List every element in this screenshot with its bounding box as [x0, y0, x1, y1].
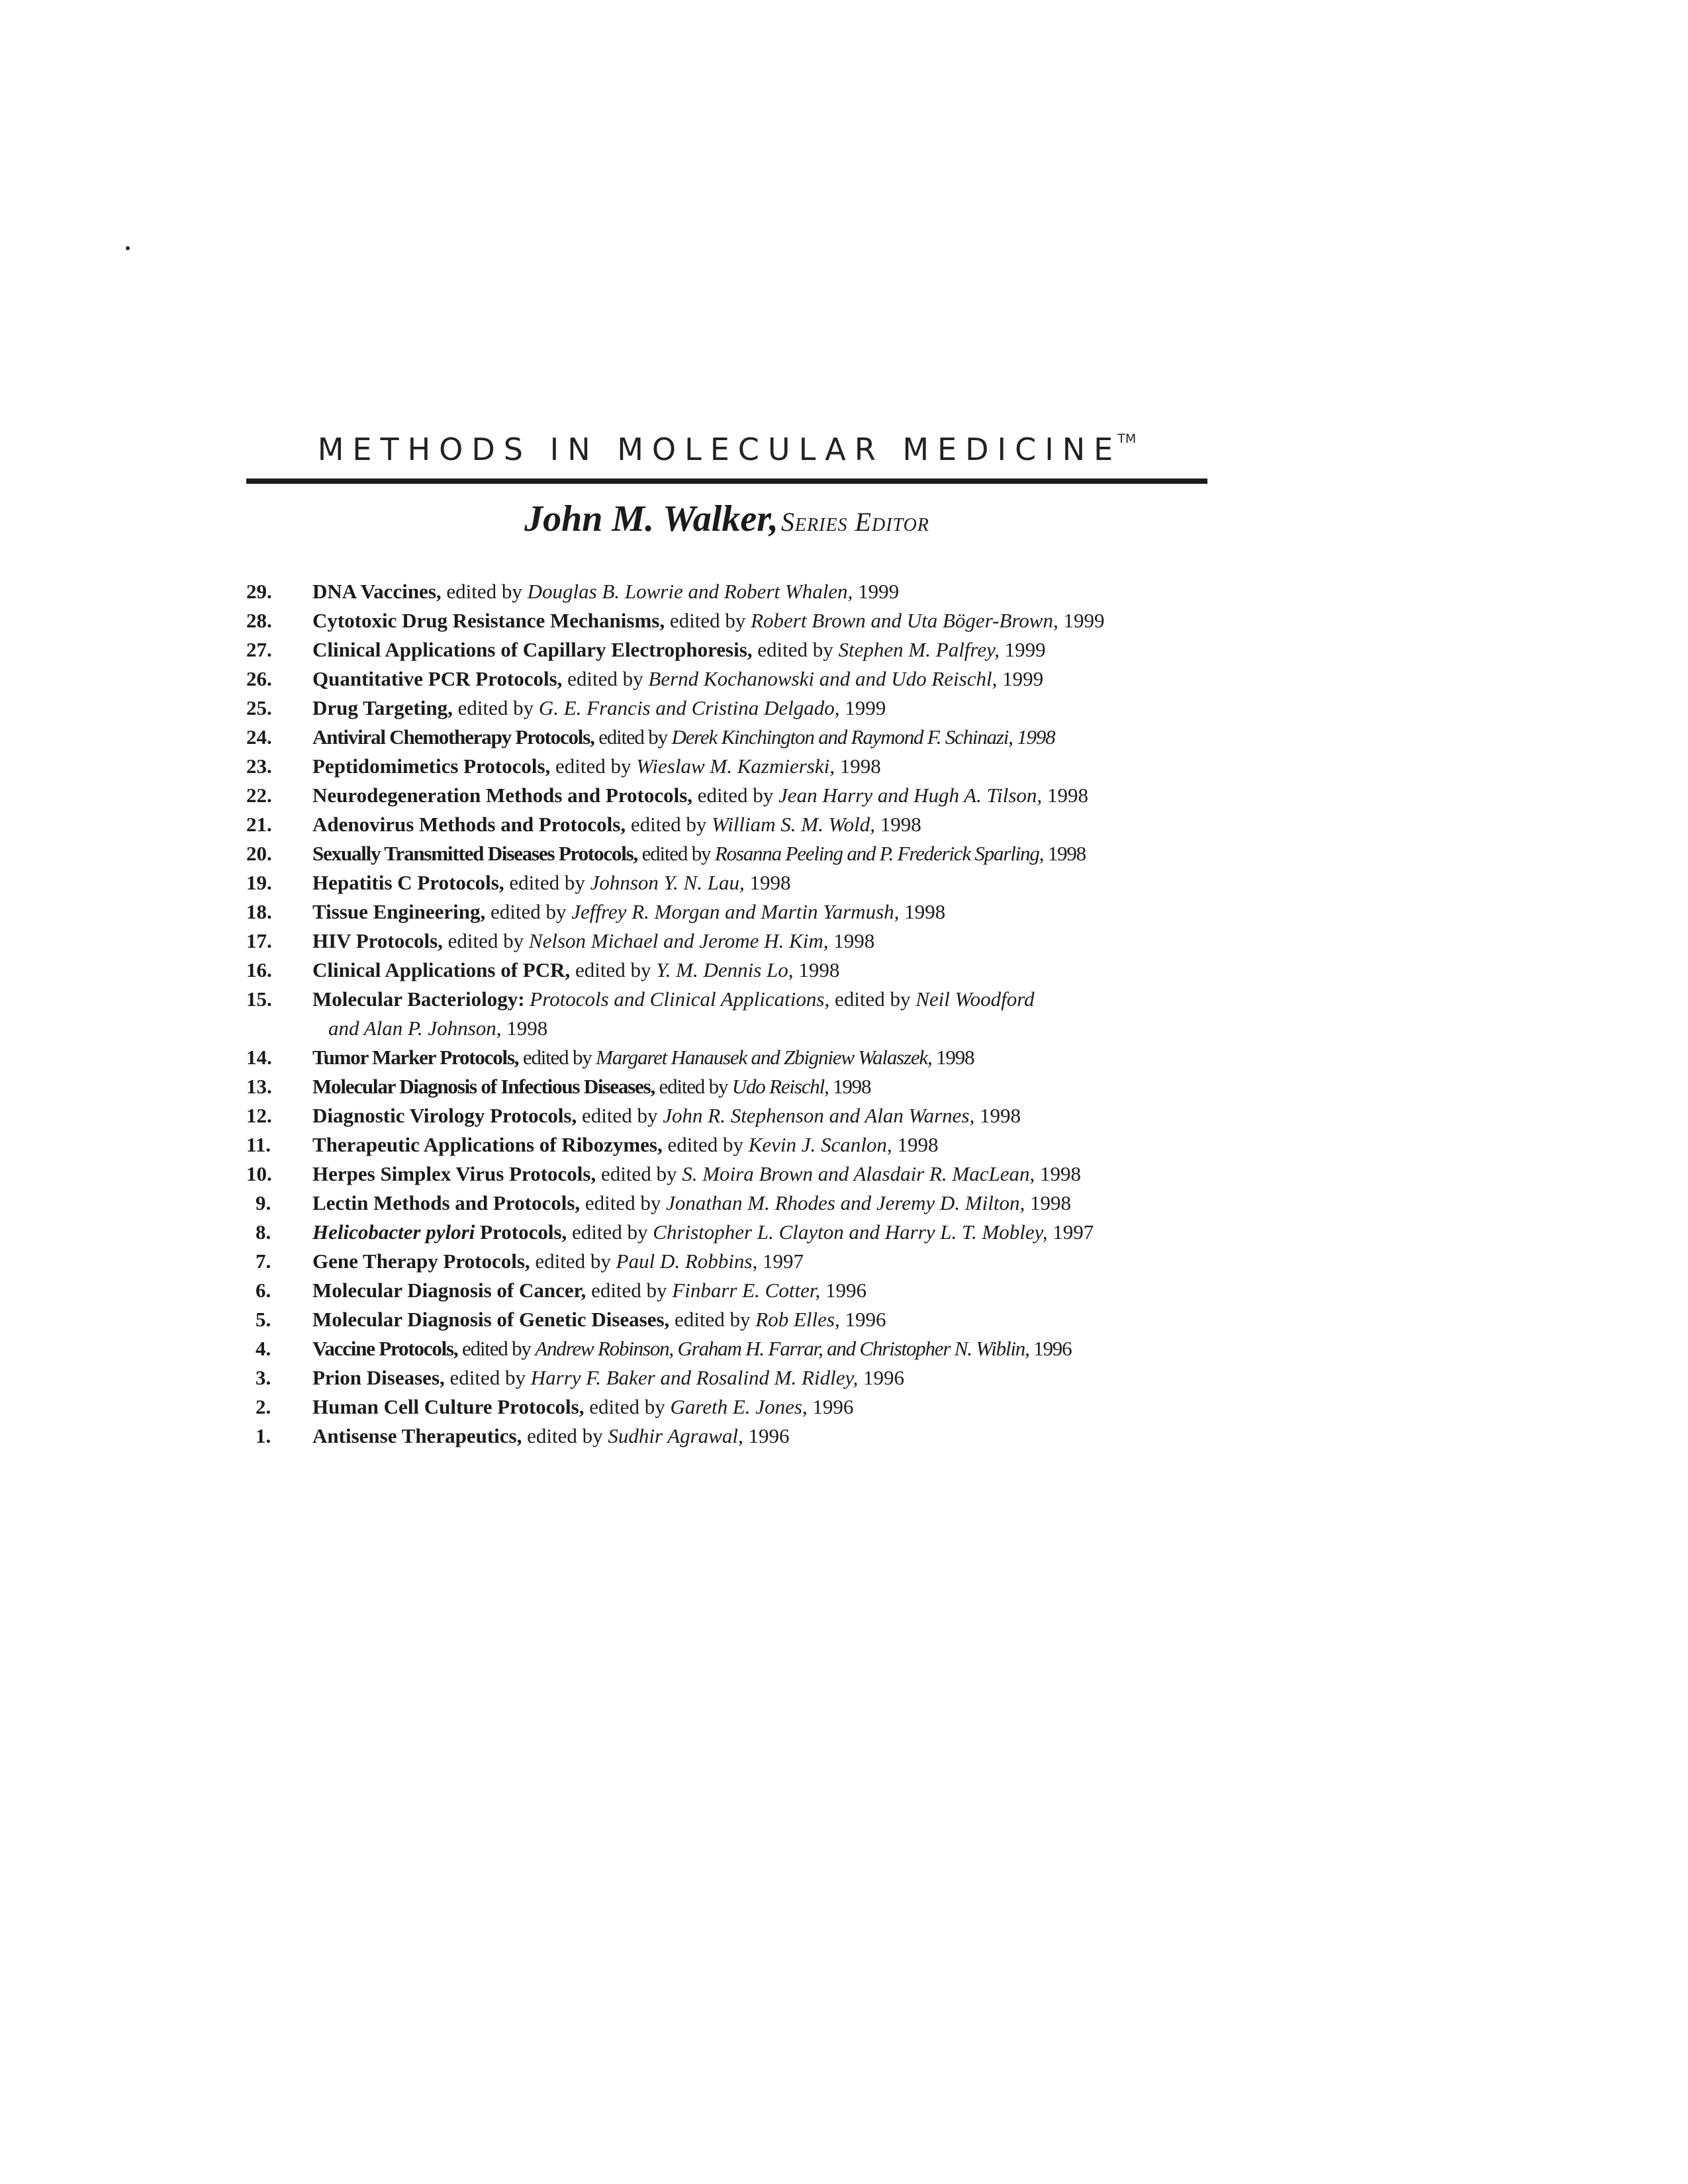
volume-number: 23.: [246, 754, 272, 778]
volume-title: [312, 958, 570, 981]
stray-dot-mark: [126, 246, 130, 250]
edited-by-label: edited by: [594, 725, 672, 749]
volume-entry: [246, 723, 1252, 752]
volume-entry: [246, 1101, 1252, 1130]
volume-entry: [246, 985, 1252, 1043]
title-rule: [246, 478, 1207, 484]
volume-title-text: Peptidomimetics Protocols,: [312, 754, 551, 778]
edited-by-label: edited by: [692, 784, 779, 807]
volume-editors: Douglas B. Lowrie and Robert Whalen,: [527, 580, 853, 603]
volume-year: 1998: [974, 1104, 1021, 1127]
volume-text: [312, 694, 1252, 723]
volume-title: [312, 929, 443, 952]
series-title-text: METHODS IN MOLECULAR MEDICINE: [317, 432, 1122, 467]
volume-text: [312, 723, 1252, 752]
edited-by-label: edited by: [485, 900, 572, 923]
edited-by-label: edited by: [584, 1395, 671, 1418]
volume-title: [312, 1250, 530, 1273]
volume-title: [312, 1133, 663, 1156]
volume-editors: Paul D. Robbins,: [616, 1250, 758, 1273]
volume-number: 29.: [246, 580, 272, 603]
edited-by-label: edited by: [655, 1075, 732, 1098]
volume-entry: [246, 606, 1252, 635]
volume-year: 1996: [743, 1424, 790, 1447]
volume-entry: [246, 752, 1252, 781]
volume-text: [312, 897, 1252, 927]
volume-editors: Nelson Michael and Jerome H. Kim,: [528, 929, 829, 952]
edited-by-label: edited by: [452, 696, 539, 719]
edited-by-label: edited by: [518, 1046, 596, 1069]
volume-text: [312, 635, 1252, 664]
volume-year: 1998: [1043, 842, 1086, 865]
volume-title: [312, 1220, 567, 1244]
volume-title: [312, 725, 594, 749]
volume-number: 7.: [256, 1250, 271, 1273]
volume-year: 1997: [757, 1250, 804, 1273]
volume-title-text: Antiviral Chemotherapy Protocols,: [312, 725, 594, 749]
volume-editors: S. Moira Brown and Alasdair R. MacLean,: [682, 1162, 1035, 1185]
volume-editors: John R. Stephenson and Alan Warnes,: [663, 1104, 975, 1127]
edited-by-label: edited by: [669, 1308, 756, 1331]
volume-number: 21.: [246, 813, 272, 836]
volume-text: [312, 956, 1252, 985]
volume-year: 1996: [1029, 1337, 1072, 1360]
volume-title: [312, 1075, 655, 1098]
volume-text: [312, 1160, 1252, 1189]
volume-entry: [246, 635, 1252, 664]
volume-title-text: Therapeutic Applications of Ribozymes,: [312, 1133, 663, 1156]
volume-entry: [246, 1043, 1252, 1072]
series-editor-name: John M. Walker,: [524, 498, 778, 539]
edited-by-label: edited by: [662, 1133, 749, 1156]
edited-by-label: edited by: [442, 929, 529, 952]
edited-by-label: edited by: [444, 1366, 531, 1389]
volume-number: 26.: [246, 667, 272, 690]
volume-text: [312, 1422, 1252, 1451]
volume-text: [312, 1189, 1252, 1218]
volume-title: [312, 1424, 522, 1447]
volume-title-text: Molecular Diagnosis of Infectious Diseases,: [312, 1075, 655, 1098]
volume-title: [312, 1337, 457, 1360]
volume-year: 1998: [834, 754, 881, 778]
volume-year: 1998: [1025, 1191, 1071, 1214]
volume-year: , 1996: [802, 1395, 854, 1418]
volume-year: 1998: [744, 871, 791, 894]
volume-number: 8.: [256, 1220, 271, 1244]
volume-number: 24.: [246, 725, 272, 749]
volume-number: 13.: [246, 1075, 272, 1098]
volume-entry: [246, 664, 1252, 694]
volume-title-text: Vaccine Protocols,: [312, 1337, 458, 1360]
volume-number: 11.: [246, 1133, 271, 1156]
edited-by-label: edited by: [586, 1279, 673, 1302]
volume-text: [312, 868, 1252, 897]
volume-entry: [246, 577, 1252, 606]
volume-editors: Y. M. Dennis Lo,: [656, 958, 794, 981]
volume-year: 1998: [1042, 784, 1088, 807]
volume-editors: William S. M. Wold,: [712, 813, 875, 836]
volume-year: 1999: [839, 696, 886, 719]
edited-by-label: edited by: [550, 754, 637, 778]
edited-by-label: edited by: [596, 1162, 682, 1185]
volume-number: 3.: [256, 1366, 271, 1389]
volume-number: 9.: [256, 1191, 271, 1214]
volume-entry: [246, 1072, 1252, 1101]
volume-editors: Jonathan M. Rhodes and Jeremy D. Milton,: [666, 1191, 1025, 1214]
edited-by-label: edited by: [637, 842, 715, 865]
volume-text: [312, 1072, 1252, 1101]
volume-title: [312, 1162, 596, 1185]
volume-text: [312, 985, 1252, 1043]
volume-year: 1999: [997, 667, 1044, 690]
volume-text: [312, 1334, 1252, 1363]
volume-title: [312, 813, 626, 836]
volume-editors: Udo Reischl,: [731, 1075, 829, 1098]
volume-entry: [246, 1189, 1252, 1218]
volume-title-text: HIV Protocols,: [312, 929, 443, 952]
volume-text: [312, 1276, 1252, 1305]
volume-editors-continued: and Alan P. Johnson,: [328, 1017, 502, 1040]
volume-title-text: Molecular Diagnosis of Genetic Diseases,: [312, 1308, 670, 1331]
volume-subtitle: Protocols and Clinical Applications,: [524, 987, 830, 1011]
volume-number: 14.: [246, 1046, 272, 1069]
volume-year: 1999: [999, 638, 1046, 661]
volume-text: [312, 1130, 1252, 1160]
volume-entry: [246, 694, 1252, 723]
volume-entry: [246, 1218, 1252, 1247]
edited-by-label: edited by: [457, 1337, 536, 1360]
volume-text: [312, 1305, 1252, 1334]
volume-title-text: Clinical Applications of PCR,: [312, 958, 571, 981]
volume-number: 5.: [256, 1308, 271, 1331]
volume-title-text: Gene Therapy Protocols,: [312, 1250, 530, 1273]
volume-title-text: Molecular Diagnosis of Cancer,: [312, 1279, 586, 1302]
series-title: [246, 432, 1207, 467]
volume-title-text: Sexually Transmitted Diseases Protocols,: [312, 842, 638, 865]
volume-year: 1998: [931, 1046, 974, 1069]
volume-number: 10.: [246, 1162, 272, 1185]
volume-title-text: Molecular Bacteriology:: [312, 987, 525, 1011]
volume-title: [312, 871, 504, 894]
volume-title: [312, 900, 485, 923]
volume-number: 4.: [256, 1337, 271, 1360]
volume-entry: [246, 868, 1252, 897]
volume-title-text: Antisense Therapeutics,: [312, 1424, 522, 1447]
volume-title: [312, 1104, 577, 1127]
volume-title-text: Hepatitis C Protocols,: [312, 871, 504, 894]
volume-title: [312, 667, 562, 690]
volume-year: 1998: [899, 900, 946, 923]
volume-text: [312, 839, 1252, 868]
volume-title-text: Drug Targeting,: [312, 696, 453, 719]
volume-entry: [246, 839, 1252, 868]
edited-by-label: edited by: [580, 1191, 667, 1214]
volume-number: 19.: [246, 871, 272, 894]
volume-editors: Margaret Hanausek and Zbigniew Walaszek,: [596, 1046, 932, 1069]
volume-number: 20.: [246, 842, 272, 865]
volume-editors: Sudhir Agrawal,: [608, 1424, 743, 1447]
volume-title: [312, 842, 637, 865]
edited-by-label: edited by: [752, 638, 839, 661]
volume-editors: Kevin J. Scanlon,: [748, 1133, 892, 1156]
volume-title-text: DNA Vaccines,: [312, 580, 442, 603]
volume-entry: [246, 1334, 1252, 1363]
volume-title-text: Lectin Methods and Protocols,: [312, 1191, 581, 1214]
volume-editors: Bernd Kochanowski and and Udo Reischl,: [648, 667, 998, 690]
volume-editors: Andrew Robinson, Graham H. Farrar, and Christopher N. Wiblin,: [535, 1337, 1029, 1360]
volume-entry: [246, 1160, 1252, 1189]
volume-title-italic: Helicobacter pylori: [312, 1220, 475, 1244]
volume-text: [312, 1392, 1252, 1422]
volume-title-text: Herpes Simplex Virus Protocols,: [312, 1162, 596, 1185]
volume-title-text: Protocols,: [475, 1220, 567, 1244]
volume-year: 1998: [828, 1075, 871, 1098]
volume-year: 1998: [501, 1017, 548, 1040]
volume-entry: [246, 1392, 1252, 1422]
volume-editors: Wieslaw M. Kazmierski,: [636, 754, 835, 778]
volume-year: 1998: [892, 1133, 939, 1156]
volume-text: [312, 810, 1252, 839]
volume-entry: [246, 781, 1252, 810]
volume-title-text: Tissue Engineering,: [312, 900, 486, 923]
volume-title: [312, 609, 665, 632]
volume-entry: [246, 1130, 1252, 1160]
volume-year: 1996: [820, 1279, 867, 1302]
volume-title: [312, 784, 692, 807]
volume-editors: Rosanna Peeling and P. Frederick Sparling,: [714, 842, 1044, 865]
edited-by-label: edited by: [626, 813, 712, 836]
volume-title-text: Diagnostic Virology Protocols,: [312, 1104, 577, 1127]
volume-text: [312, 1043, 1252, 1072]
volume-text: [312, 1218, 1252, 1247]
volume-number: 22.: [246, 784, 272, 807]
volume-text: [312, 781, 1252, 810]
volume-editors: Finbarr E. Cotter,: [672, 1279, 821, 1302]
volume-editors: Rob Elles,: [755, 1308, 840, 1331]
volume-editors: Gareth E. Jones: [670, 1395, 802, 1418]
volume-year: 1998: [828, 929, 875, 952]
edited-by-label: edited by: [570, 958, 657, 981]
series-editor-role: Series Editor: [780, 507, 929, 537]
edited-by-label: edited by: [530, 1250, 616, 1273]
volume-number: 12.: [246, 1104, 272, 1127]
volume-entry: [246, 1247, 1252, 1276]
volume-editors: Robert Brown and Uta Böger-Brown,: [751, 609, 1058, 632]
volume-text: [312, 927, 1252, 956]
volume-number: 27.: [246, 638, 272, 661]
volume-title: [312, 1279, 586, 1302]
volume-number: 16.: [246, 958, 272, 981]
volume-entry: [246, 956, 1252, 985]
volume-number: 15.: [246, 987, 272, 1011]
volume-title: [312, 1308, 669, 1331]
edited-by-label: edited by: [577, 1104, 663, 1127]
volume-editors: G. E. Francis and Cristina Delgado,: [538, 696, 840, 719]
volume-title: [312, 987, 525, 1011]
volume-title: [312, 1395, 584, 1418]
volume-title: [312, 580, 442, 603]
volume-editors: Jeffrey R. Morgan and Martin Yarmush,: [571, 900, 900, 923]
volume-editors: Derek Kinchington and Raymond F. Schinazi, 1998: [671, 725, 1055, 749]
edited-by-label: edited by: [562, 667, 649, 690]
volume-entry: [246, 897, 1252, 927]
volume-editors: Christopher L. Clayton and Harry L. T. Mobley,: [653, 1220, 1048, 1244]
volume-editors: Harry F. Baker and Rosalind M. Ridley,: [530, 1366, 859, 1389]
edited-by-label: edited by: [829, 987, 916, 1011]
volume-title: [312, 1046, 518, 1069]
volume-entry: [246, 927, 1252, 956]
edited-by-label: edited by: [567, 1220, 653, 1244]
trademark-mark: TM: [1117, 432, 1137, 446]
volume-list: [246, 577, 1252, 1451]
volume-year: 1997: [1047, 1220, 1094, 1244]
edited-by-label: edited by: [504, 871, 590, 894]
volume-number: 2.: [256, 1395, 271, 1418]
volume-year: 1998: [793, 958, 840, 981]
volume-number: 6.: [256, 1279, 271, 1302]
volume-text: [312, 1363, 1252, 1392]
volume-year: 1998: [874, 813, 921, 836]
volume-number: 1.: [256, 1424, 271, 1447]
volume-title-text: Adenovirus Methods and Protocols,: [312, 813, 626, 836]
volume-editors: Jean Harry and Hugh A. Tilson,: [778, 784, 1043, 807]
volume-year: 1996: [839, 1308, 886, 1331]
volume-text: [312, 577, 1252, 606]
volume-entry: [246, 1305, 1252, 1334]
volume-title: [312, 696, 453, 719]
volume-title-text: Tumor Marker Protocols,: [312, 1046, 519, 1069]
volume-title-text: Cytotoxic Drug Resistance Mechanisms,: [312, 609, 665, 632]
volume-title: [312, 1366, 445, 1389]
series-editor-line: [246, 498, 1207, 540]
volume-number: 17.: [246, 929, 272, 952]
edited-by-label: edited by: [665, 609, 751, 632]
volume-text: [312, 752, 1252, 781]
volume-year: 1999: [853, 580, 900, 603]
volume-text: [312, 1247, 1252, 1276]
edited-by-label: edited by: [522, 1424, 608, 1447]
volume-year: 1996: [858, 1366, 905, 1389]
volume-text: [312, 664, 1252, 694]
volume-title: [312, 754, 550, 778]
volume-title-text: Human Cell Culture Protocols,: [312, 1395, 585, 1418]
volume-title-text: Clinical Applications of Capillary Electrophoresis,: [312, 638, 753, 661]
edited-by-label: edited by: [441, 580, 528, 603]
volume-number: 28.: [246, 609, 272, 632]
volume-title: [312, 1191, 580, 1214]
volume-entry: [246, 1363, 1252, 1392]
volume-number: 25.: [246, 696, 272, 719]
volume-title-text: Quantitative PCR Protocols,: [312, 667, 563, 690]
volume-editors: Stephen M. Palfrey,: [838, 638, 1000, 661]
volume-entry: [246, 1422, 1252, 1451]
volume-entry: [246, 1276, 1252, 1305]
volume-editors: Johnson Y. N. Lau,: [590, 871, 745, 894]
volume-editors: Neil Woodford: [915, 987, 1035, 1011]
volume-title-text: Neurodegeneration Methods and Protocols,: [312, 784, 693, 807]
volume-entry: [246, 810, 1252, 839]
volume-text: [312, 606, 1252, 635]
volume-title-text: Prion Diseases,: [312, 1366, 445, 1389]
volume-title: [312, 638, 753, 661]
volume-text: [312, 1101, 1252, 1130]
volume-year: 1999: [1058, 609, 1105, 632]
volume-year: 1998: [1035, 1162, 1082, 1185]
volume-number: 18.: [246, 900, 272, 923]
